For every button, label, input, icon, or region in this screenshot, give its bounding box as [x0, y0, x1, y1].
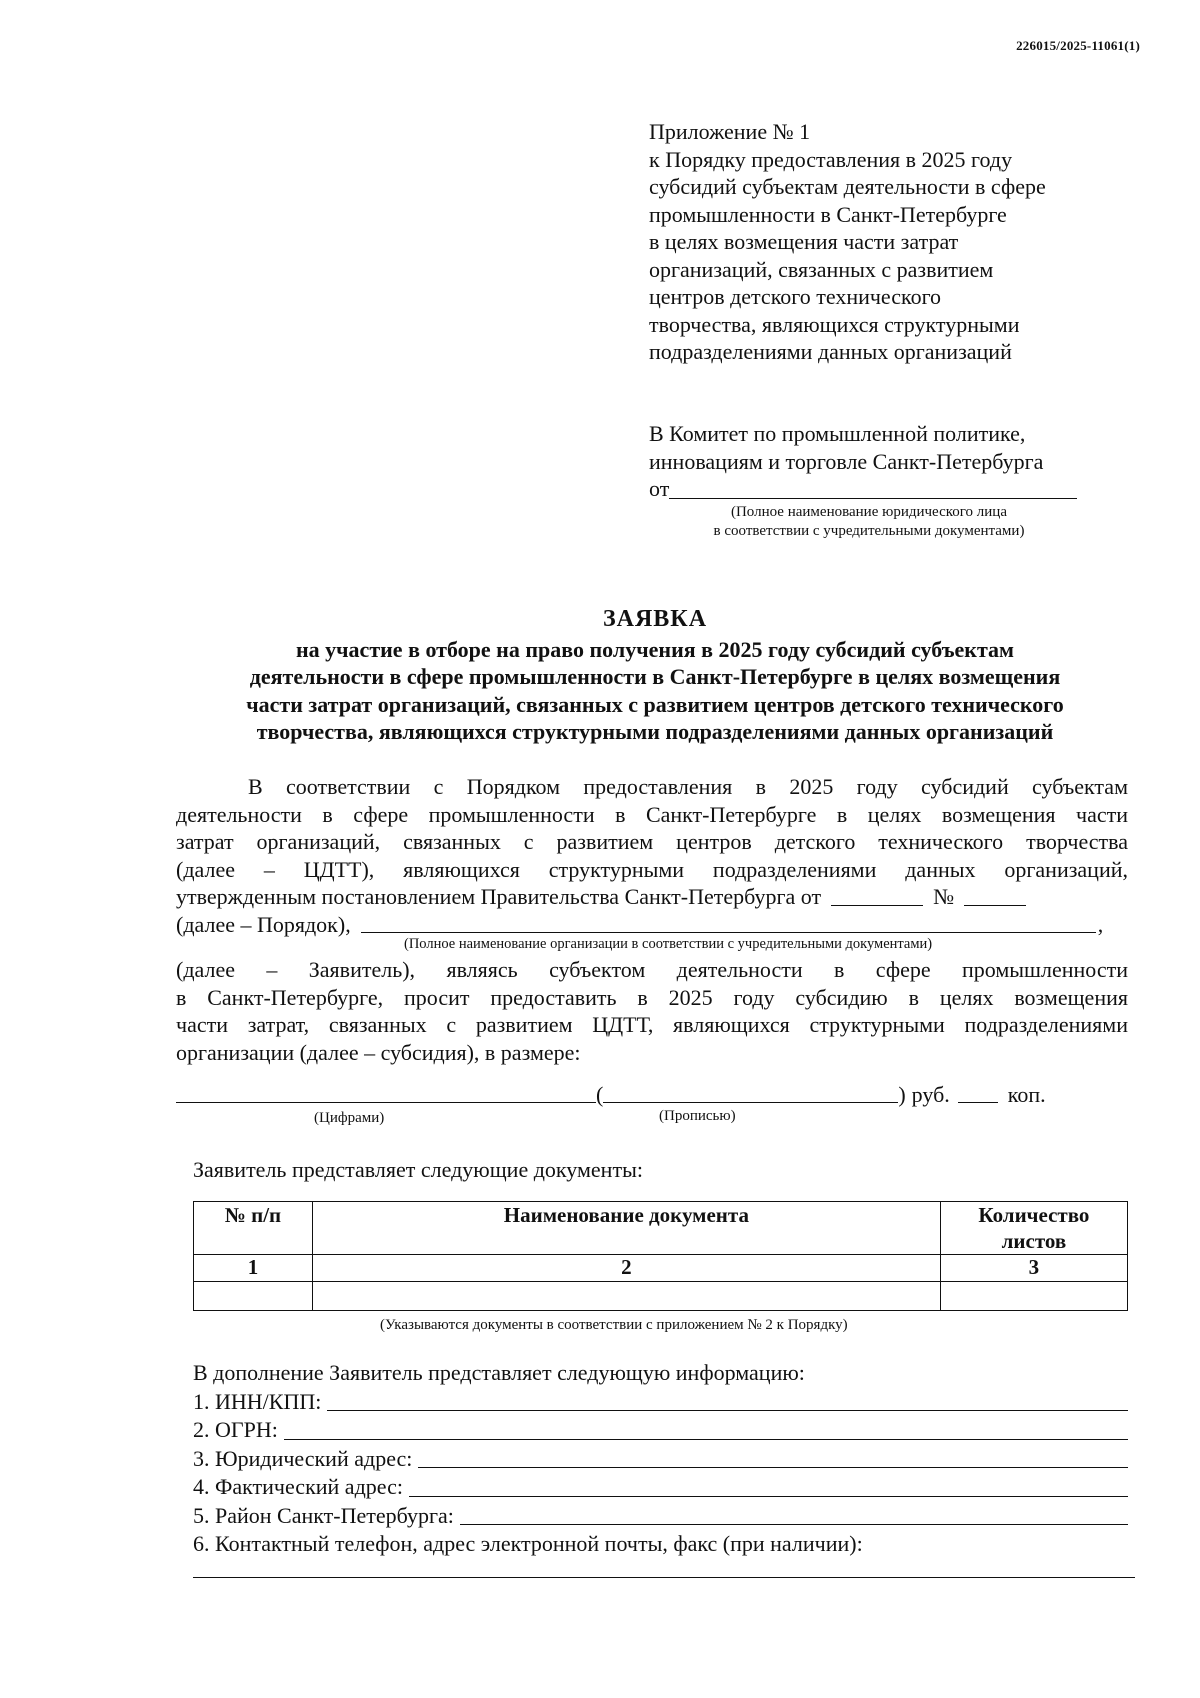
appendix-line: организаций, связанных с развитием [649, 256, 994, 282]
open-paren: ( [596, 1082, 604, 1107]
appendix-header [649, 118, 1129, 366]
addressee-caption-1: (Полное наименование юридического лица [730, 503, 1007, 520]
decree-row [176, 883, 1128, 911]
info-label: 3. Юридический адрес: [193, 1445, 413, 1471]
column-number-cell: 2 [312, 1255, 940, 1282]
applicant-name-field[interactable] [669, 476, 1077, 499]
appendix-line: подразделениями данных организаций [649, 339, 1012, 364]
title-line: деятельности в сфере промышленности в Санкт-Петербурге в целях возмещения [249, 664, 1061, 689]
body-line: В соответствии с Порядком предоставления в 2025 году субсидий субъектам [248, 774, 1128, 799]
kop-label: коп. [1007, 1082, 1046, 1107]
appendix-line: к Порядку предоставления в 2025 году [649, 146, 1013, 172]
addressee-caption-2: в соответствии с учредительными документами) [713, 522, 1025, 539]
addressee-line-2: инновациям и торговле Санкт-Петербурга [649, 448, 1044, 474]
body-line: части затрат, связанных с развитием ЦДТТ, являющихся структурными подразделениями [176, 1012, 1128, 1037]
appendix-line: Приложение № 1 [649, 119, 811, 144]
document-id: 226015/2025-11061(1) [1016, 38, 1140, 53]
org-caption: (Полное наименование организации в соответствии с учредительными документами) [404, 936, 933, 952]
digits-caption: (Цифрами) [314, 1110, 385, 1126]
amount-digits-field[interactable] [176, 1082, 596, 1103]
legal-address-field[interactable] [418, 1445, 1128, 1468]
info-row-ogrn [193, 1416, 1128, 1445]
appendix-line: в целях возмещения части затрат [649, 229, 959, 254]
appendix-line: творчества, являющихся структурными [649, 311, 1020, 337]
documents-intro: Заявитель представляет следующие документы: [193, 1157, 643, 1182]
comma: , [1097, 911, 1104, 937]
col-header-number: № п/п [194, 1202, 313, 1255]
organization-name-field[interactable] [361, 912, 1096, 933]
empty-cell[interactable] [194, 1282, 313, 1311]
info-intro: В дополнение Заявитель представляет следующую информацию: [193, 1360, 805, 1385]
col-header-document-name: Наименование документа [312, 1202, 940, 1255]
title-main: ЗАЯВКА [602, 606, 708, 632]
order-ref: (далее – Порядок), [176, 911, 351, 937]
decree-text: утвержденным постановлением Правительства Санкт-Петербурга от [176, 884, 822, 909]
actual-address-field[interactable] [409, 1474, 1128, 1497]
info-label: 5. Район Санкт-Петербурга: [193, 1502, 454, 1528]
ogrn-field[interactable] [284, 1417, 1128, 1440]
column-number-cell: 1 [194, 1255, 313, 1282]
body-line: деятельности в сфере промышленности в Санкт-Петербурге в целях возмещения части [176, 801, 1128, 827]
additional-info [193, 1359, 1128, 1578]
application-body [176, 773, 1128, 1066]
body-line: (далее – ЦДТТ), являющихся структурными подразделениями данных организаций, [176, 856, 1128, 882]
decree-date-field[interactable] [831, 885, 923, 906]
decree-number-field[interactable] [964, 885, 1026, 906]
body-line: организации (далее – субсидия), в размере: [176, 1039, 581, 1065]
title-line: творчества, являющихся структурными подразделениями данных организаций [256, 719, 1054, 744]
empty-cell[interactable] [940, 1282, 1127, 1311]
body-line: (далее – Заявитель), являясь субъектом деятельности в сфере промышленности [176, 957, 1128, 982]
application-title [160, 606, 1150, 746]
body-line: в Санкт-Петербурге, просит предоставить в 2025 году субсидию в целях возмещения [176, 984, 1128, 1010]
contacts-field[interactable] [193, 1559, 1135, 1578]
info-label: 4. Фактический адрес: [193, 1474, 403, 1499]
title-line: части затрат организаций, связанных с развитием центров детского технического [246, 691, 1064, 717]
org-name-row [176, 911, 1128, 939]
body-line: затрат организаций, связанных с развитием центров детского технического творчества [176, 829, 1128, 854]
info-row-legal-address [193, 1445, 1128, 1474]
col-header-sheet-count: Количество листов [940, 1202, 1127, 1255]
amount-words-field[interactable] [603, 1082, 898, 1103]
district-field[interactable] [460, 1502, 1128, 1525]
info-row-district [193, 1502, 1128, 1531]
from-label: от [649, 476, 670, 501]
table-row [194, 1255, 1128, 1282]
rub-label: руб. [911, 1082, 950, 1107]
appendix-line: центров детского технического [649, 284, 942, 309]
close-paren: ) [898, 1082, 906, 1107]
info-row-inn [193, 1388, 1128, 1417]
table-note: (Указываются документы в соответствии с приложением № 2 к Порядку) [380, 1317, 848, 1333]
subsidy-amount-row [176, 1082, 1046, 1108]
table-row[interactable] [194, 1282, 1128, 1311]
decree-number-label: № [933, 884, 955, 909]
info-row-actual-address [193, 1473, 1128, 1502]
empty-cell[interactable] [312, 1282, 940, 1311]
info-row-contacts [193, 1530, 1128, 1559]
inn-kpp-field[interactable] [327, 1388, 1128, 1411]
appendix-line: промышленности в Санкт-Петербурге [649, 201, 1007, 227]
appendix-line: субсидий субъектам деятельности в сфере [649, 174, 1046, 199]
documents-table [193, 1201, 1128, 1311]
info-label: 2. ОГРН: [193, 1417, 278, 1442]
title-line: на участие в отборе на право получения в 2025 году субсидий субъектам [295, 636, 1015, 662]
addressee-block [649, 420, 1119, 541]
table-header-row [194, 1202, 1128, 1255]
addressee-line-1: В Комитет по промышленной политике, [649, 421, 1026, 446]
info-label: 6. Контактный телефон, адрес электронной почты, факс (при наличии): [193, 1531, 863, 1556]
column-number-cell: 3 [940, 1255, 1127, 1282]
info-label: 1. ИНН/КПП: [193, 1388, 322, 1414]
from-row [649, 475, 1119, 503]
words-caption: (Прописью) [659, 1108, 736, 1124]
kopecks-field[interactable] [958, 1082, 998, 1103]
